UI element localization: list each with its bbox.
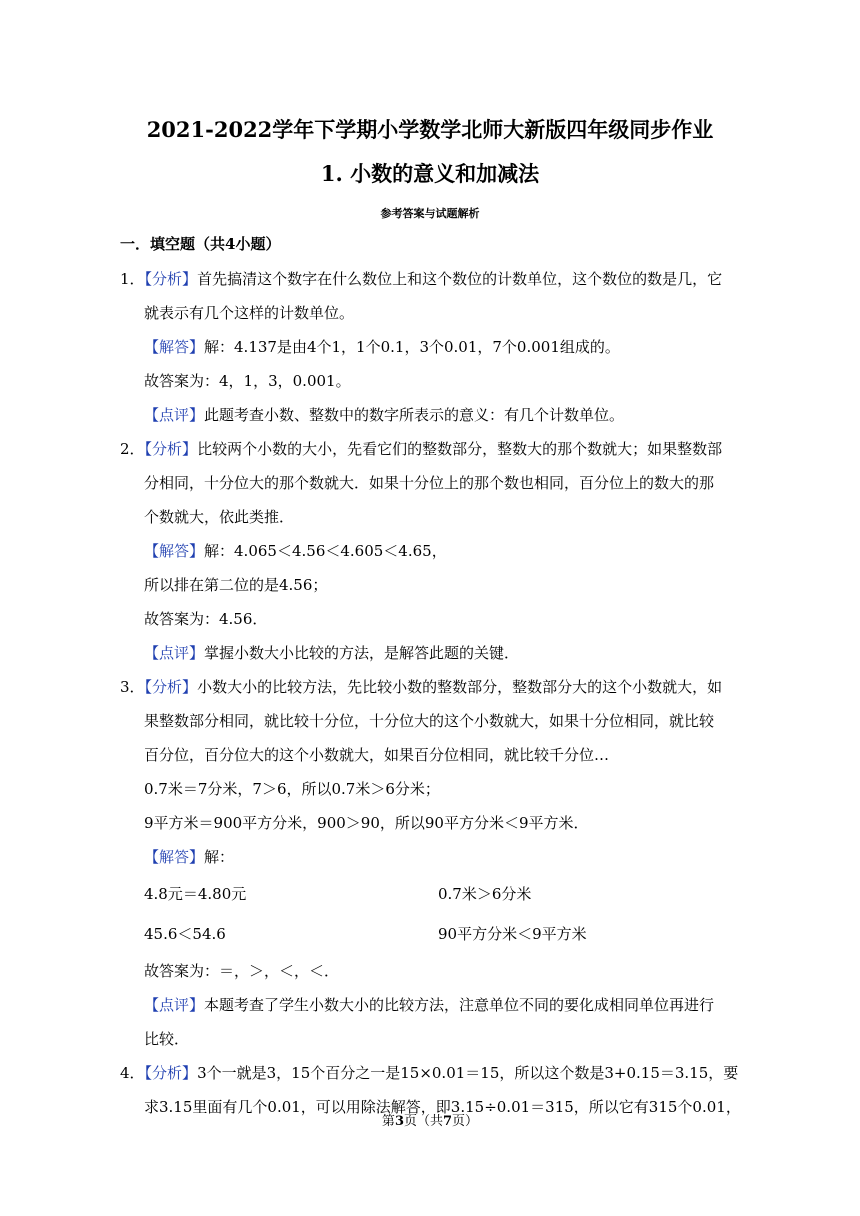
q1-answer-line (120, 330, 742, 364)
q3-comment-line (120, 988, 742, 1022)
footer-middle: 页（共 (403, 1114, 443, 1129)
document-body (120, 262, 742, 1124)
q3-final-answer: 故答案为：＝，＞，＜，＜． (144, 962, 340, 980)
q3-analysis-cont: 9平方米＝900平方分米，900＞90，所以90平方分米＜9平方米． (144, 814, 589, 832)
footer-prefix: 第 (381, 1114, 395, 1129)
q2-analysis-cont: 个数就大，依此类推． (144, 508, 295, 526)
answer-tag: 【解答】 (144, 848, 205, 866)
question-number: 4． (120, 1064, 145, 1082)
q3-row2-right: 90平方分米＜9平方米 (438, 925, 587, 943)
q3-answer-row (120, 914, 742, 954)
q2-final-answer: 故答案为：4.56． (144, 610, 268, 628)
analysis-tag: 【分析】 (144, 440, 198, 458)
document-subtitle-chapter: 1. 小数的意义和加减法 (320, 161, 540, 186)
q4-analysis-line (120, 1056, 742, 1090)
q2-comment-text: 掌握小数大小比较的方法，是解答此题的关键． (204, 644, 520, 662)
total-pages: 7 (443, 1114, 453, 1129)
q3-analysis-text: 小数大小的比较方法，先比较小数的整数部分，整数部分大的这个小数就大，如 (197, 678, 723, 696)
comment-tag: 【点评】 (144, 644, 205, 662)
q1-analysis-cont: 就表示有几个这样的计数单位。 (144, 304, 355, 322)
q1-comment-line (120, 398, 742, 432)
q3-comment-cont: 比较． (144, 1030, 190, 1048)
q2-analysis-text: 比较两个小数的大小，先看它们的整数部分，整数大的那个数就大；如果整数部 (197, 440, 723, 458)
q3-comment-text: 本题考查了学生小数大小的比较方法，注意单位不同的要化成相同单位再进行 (204, 996, 715, 1014)
q2-analysis-line (120, 432, 742, 466)
q1-analysis-text: 首先搞清这个数字在什么数位上和这个数位的计数单位，这个数位的数是几，它 (197, 270, 723, 288)
page-number: 3 (394, 1114, 404, 1129)
q2-answer-text: 解：4.065＜4.56＜4.605＜4.65， (204, 542, 447, 560)
q3-answer-row (120, 874, 742, 914)
question-number: 3． (120, 678, 145, 696)
section-heading: 一．填空题（共4小题） (120, 235, 281, 253)
q3-answer-text: 解： (204, 848, 235, 866)
q3-row1-right: 0.7米＞6分米 (438, 885, 532, 903)
answer-tag: 【解答】 (144, 542, 205, 560)
analysis-tag: 【分析】 (144, 678, 198, 696)
q3-analysis-line (120, 670, 742, 704)
q1-analysis-line (120, 262, 742, 296)
q4-analysis-cont: 求3.15里面有几个0.01，可以用除法解答，即3.15÷0.01＝315，所以它有315个0.01， (144, 1098, 741, 1116)
q2-analysis-cont: 分相同，十分位大的那个数就大．如果十分位上的那个数也相同，百分位上的数大的那 (144, 474, 715, 492)
q2-comment-line (120, 636, 742, 670)
q4-analysis-text: 3个一就是3，15个百分之一是15×0.01＝15，所以这个数是3+0.15＝3.15，要 (197, 1064, 739, 1082)
question-number: 1． (120, 270, 145, 288)
page-footer (0, 1110, 860, 1129)
q1-answer-text: 解：4.137是由4个1，1个0.1，3个0.01，7个0.001组成的。 (204, 338, 620, 356)
answer-key-label: 参考答案与试题解析 (380, 207, 480, 220)
q2-answer-cont: 所以排在第二位的是4.56； (144, 576, 328, 594)
q1-comment-text: 此题考查小数、整数中的数字所表示的意义：有几个计数单位。 (204, 406, 625, 424)
q3-answer-line (120, 840, 742, 874)
comment-tag: 【点评】 (144, 406, 205, 424)
comment-tag: 【点评】 (144, 996, 205, 1014)
q2-answer-line (120, 534, 742, 568)
q1-final-answer: 故答案为：4，1，3，0.001。 (144, 372, 351, 390)
analysis-tag: 【分析】 (144, 1064, 198, 1082)
q3-row1-left: 4.8元＝4.80元 (144, 885, 247, 903)
q3-analysis-cont: 0.7米＝7分米，7＞6，所以0.7米＞6分米； (144, 780, 440, 798)
q3-analysis-cont: 果整数部分相同，就比较十分位，十分位大的这个小数就大，如果十分位相同，就比较 (144, 712, 715, 730)
answer-tag: 【解答】 (144, 338, 205, 356)
analysis-tag: 【分析】 (144, 270, 198, 288)
document-title: 2021-2022学年下学期小学数学北师大新版四年级同步作业 (146, 117, 714, 142)
q3-row2-left: 45.6＜54.6 (144, 925, 226, 943)
footer-suffix: 页） (452, 1114, 479, 1129)
q3-analysis-cont: 百分位，百分位大的这个小数就大，如果百分位相同，就比较千分位… (144, 746, 610, 764)
question-number: 2． (120, 440, 145, 458)
